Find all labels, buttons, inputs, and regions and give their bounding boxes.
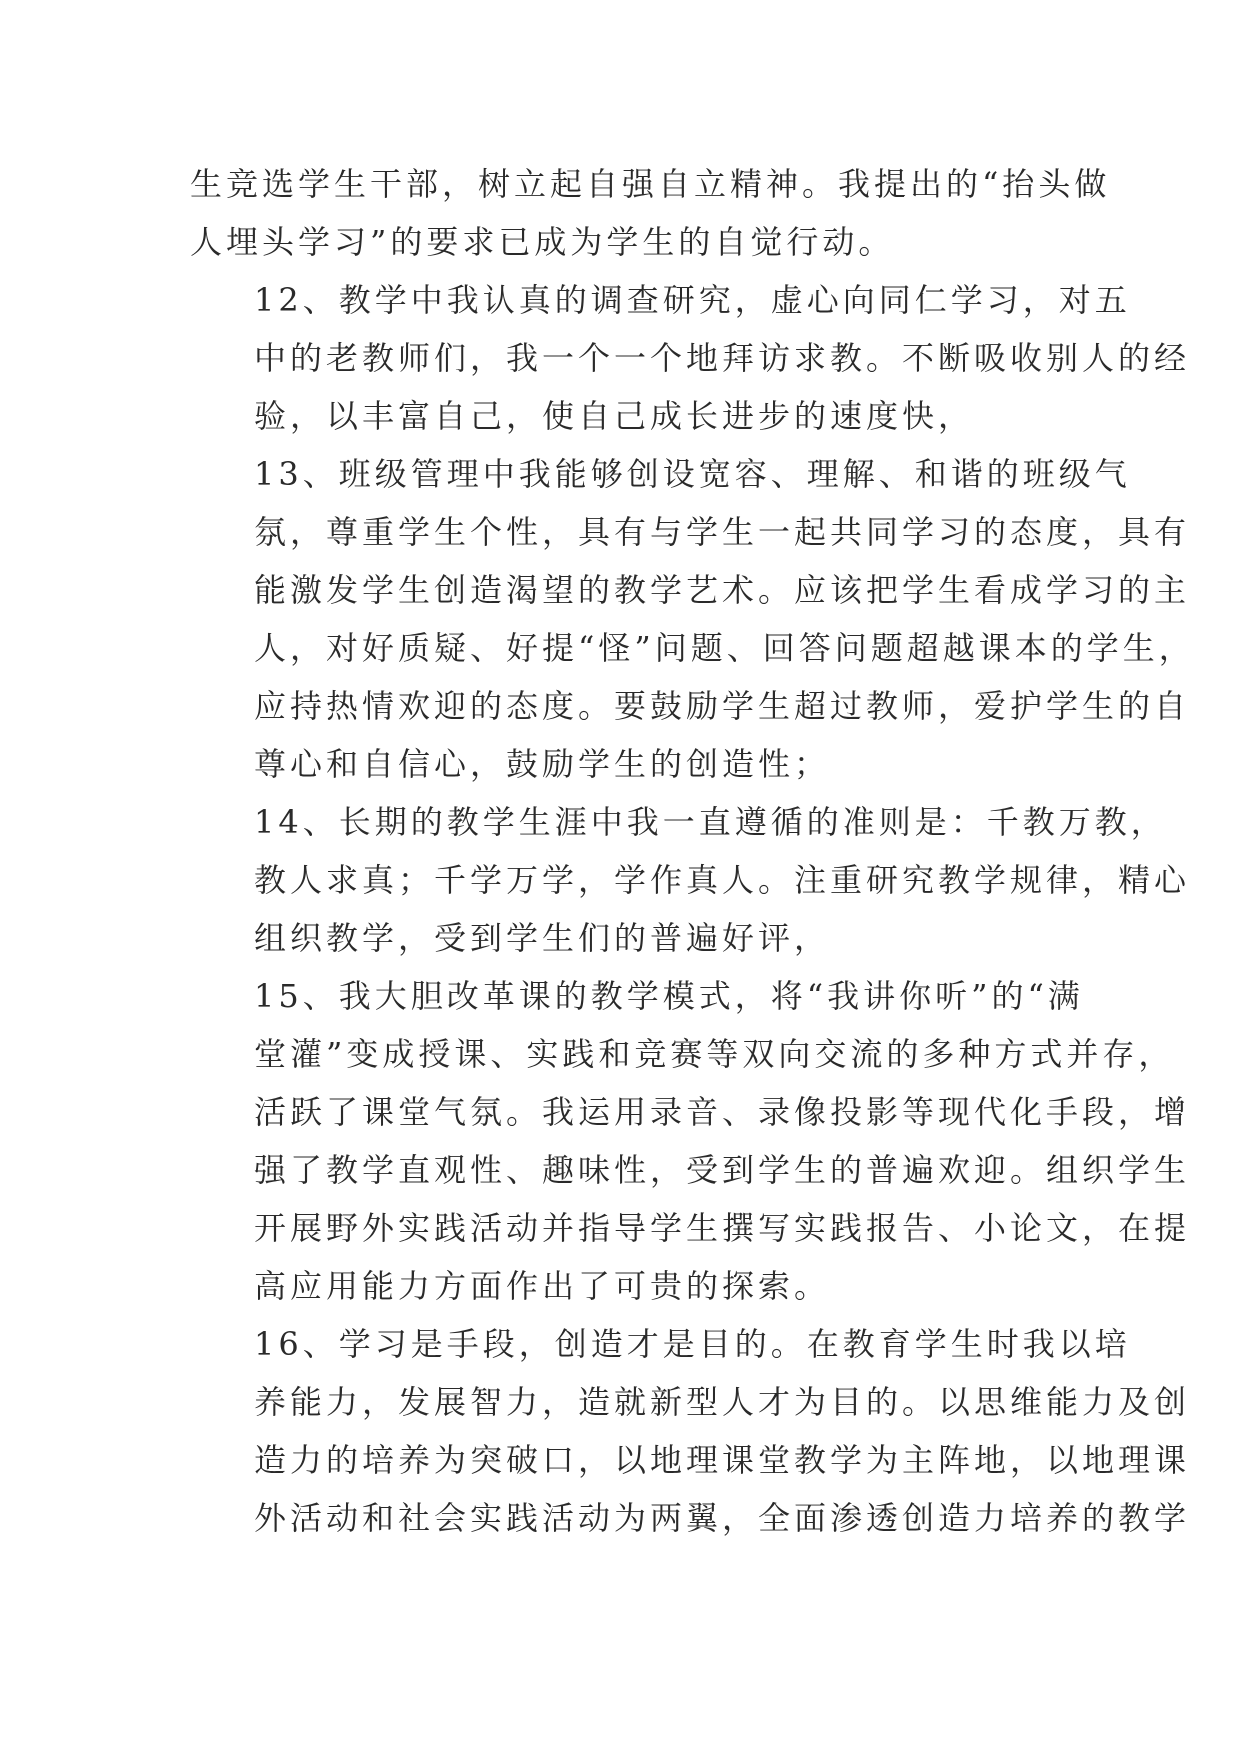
text-line: 尊心和自信心，鼓励学生的创造性； bbox=[254, 745, 831, 783]
text-line: 强了教学直观性、趣味性，受到学生的普遍欢迎。组织学生 bbox=[254, 1151, 1191, 1189]
text-line: 高应用能力方面作出了可贵的探索。 bbox=[254, 1267, 831, 1305]
text-line: 人埋头学习”的要求已成为学生的自觉行动。 bbox=[190, 223, 895, 261]
text-line: 能激发学生创造渴望的教学艺术。应该把学生看成学习的主 bbox=[254, 571, 1191, 609]
text-line: 教人求真；千学万学，学作真人。注重研究教学规律，精心 bbox=[254, 861, 1191, 899]
text-line: 堂灌”变成授课、实践和竞赛等双向交流的多种方式并存， bbox=[254, 1035, 1175, 1073]
text-line: 12、教学中我认真的调查研究，虚心向同仁学习，对五 bbox=[254, 281, 1131, 319]
text-line: 氛，尊重学生个性，具有与学生一起共同学习的态度，具有 bbox=[254, 513, 1191, 551]
text-line: 16、学习是手段，创造才是目的。在教育学生时我以培 bbox=[254, 1325, 1131, 1363]
text-line: 中的老教师们，我一个一个地拜访求教。不断吸收别人的经 bbox=[254, 339, 1191, 377]
text-line: 外活动和社会实践活动为两翼，全面渗透创造力培养的教学 bbox=[254, 1499, 1191, 1537]
text-line: 开展野外实践活动并指导学生撰写实践报告、小论文，在提 bbox=[254, 1209, 1191, 1247]
text-line: 人，对好质疑、好提“怪”问题、回答问题超越课本的学生， bbox=[254, 629, 1195, 667]
text-line: 养能力，发展智力，造就新型人才为目的。以思维能力及创 bbox=[254, 1383, 1191, 1421]
paragraph-item-12 bbox=[190, 271, 1191, 445]
document-page bbox=[190, 155, 1195, 1547]
text-line: 14、长期的教学生涯中我一直遵循的准则是：千教万教， bbox=[254, 803, 1167, 841]
text-line: 13、班级管理中我能够创设宽容、理解、和谐的班级气 bbox=[254, 455, 1131, 493]
paragraph-item-13 bbox=[190, 445, 1195, 793]
paragraph-item-14 bbox=[190, 793, 1191, 967]
paragraph-item-16 bbox=[190, 1315, 1191, 1547]
text-line: 造力的培养为突破口，以地理课堂教学为主阵地，以地理课 bbox=[254, 1441, 1191, 1479]
paragraph-item-15 bbox=[190, 967, 1191, 1315]
text-line: 活跃了课堂气氛。我运用录音、录像投影等现代化手段，增 bbox=[254, 1093, 1191, 1131]
paragraph-continuation bbox=[190, 155, 1111, 271]
text-line: 验，以丰富自己，使自己成长进步的速度快， bbox=[254, 397, 975, 435]
text-line: 应持热情欢迎的态度。要鼓励学生超过教师，爱护学生的自 bbox=[254, 687, 1191, 725]
text-line: 生竞选学生干部，树立起自强自立精神。我提出的“抬头做 bbox=[190, 165, 1111, 203]
text-line: 组织教学，受到学生们的普遍好评， bbox=[254, 919, 831, 957]
text-line: 15、我大胆改革课的教学模式，将“我讲你听”的“满 bbox=[254, 977, 1084, 1015]
